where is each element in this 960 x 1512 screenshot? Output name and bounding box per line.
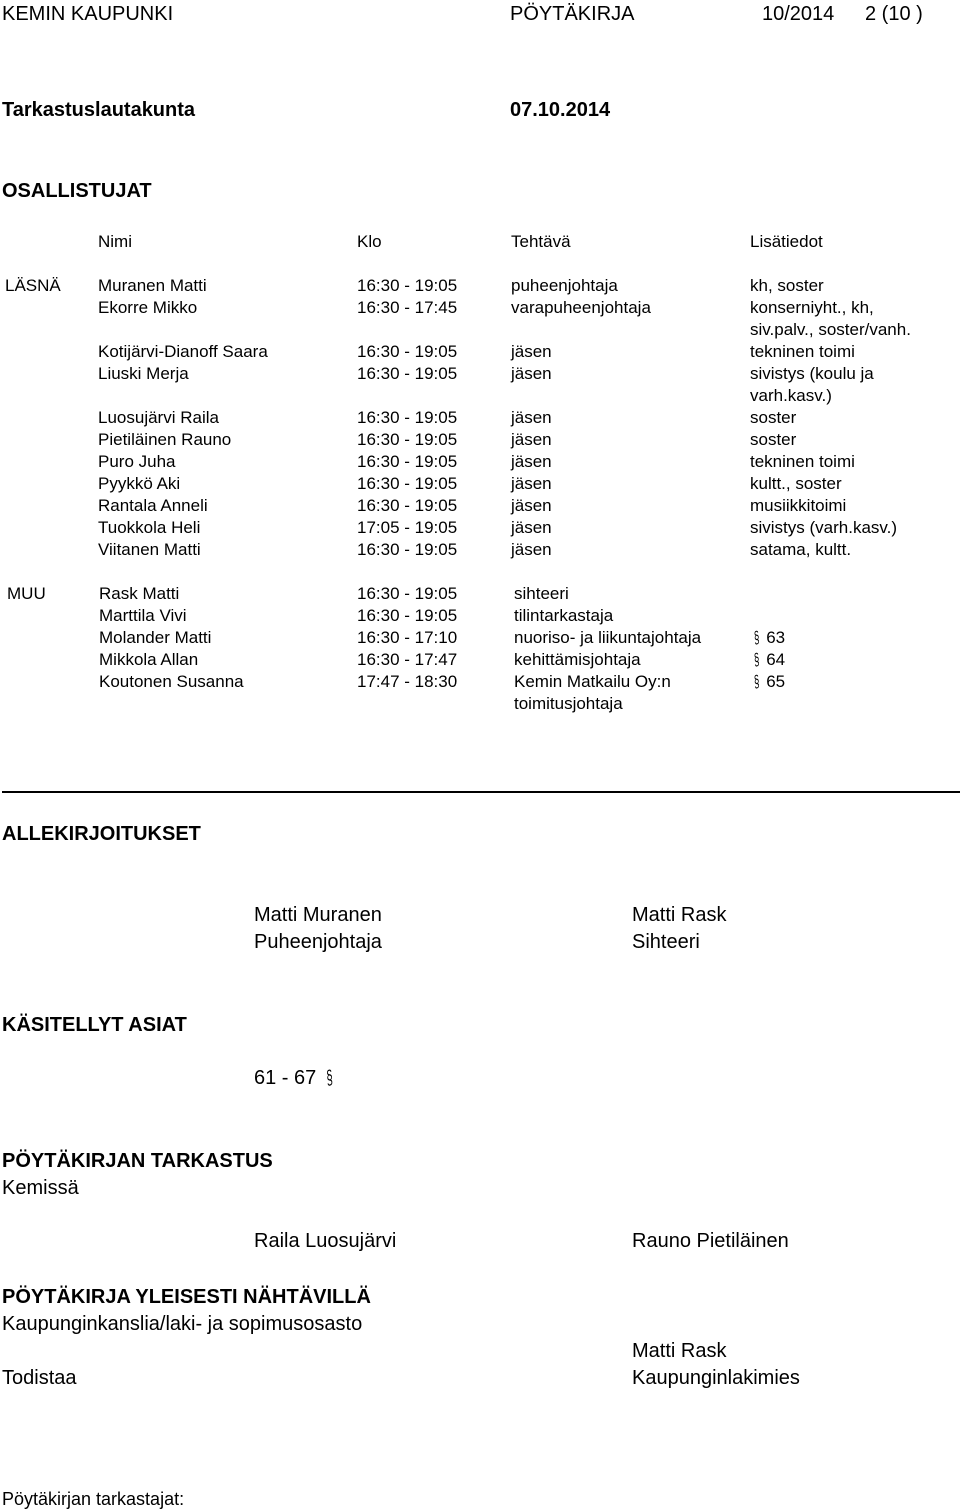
secretary-name: Matti Rask — [632, 904, 727, 926]
member-role: jäsen — [511, 540, 552, 559]
secretary-title: Sihteeri — [632, 931, 700, 953]
doc-type: PÖYTÄKIRJA — [510, 3, 635, 25]
member-time: 16:30 - 19:05 — [357, 408, 458, 427]
member-role: jäsen — [511, 452, 552, 471]
col-header-info: Lisätiedot — [750, 232, 823, 251]
public-location: Kaupunginkanslia/laki- ja sopimusosasto — [2, 1313, 363, 1335]
review-heading: PÖYTÄKIRJAN TARKASTUS — [2, 1150, 273, 1172]
member-name: Liuski Merja — [98, 364, 189, 383]
member-time: 16:30 - 19:05 — [357, 540, 458, 559]
section-divider — [2, 791, 960, 793]
page-number: 2 (10 ) — [865, 3, 923, 25]
items-heading: KÄSITELLYT ASIAT — [2, 1014, 187, 1036]
member-info: sivistys (varh.kasv.) — [750, 518, 898, 537]
member-info-continued: siv.palv., soster/vanh. — [750, 320, 911, 339]
attendee-name: Koutonen Susanna — [99, 672, 244, 691]
attendee-section — [750, 672, 785, 692]
attendee-time: 16:30 - 17:47 — [357, 650, 458, 669]
member-role: varapuheenjohtaja — [511, 298, 651, 317]
attendee-section — [750, 650, 785, 670]
doc-number: 10/2014 — [762, 3, 835, 25]
attendee-name: Marttila Vivi — [99, 606, 187, 625]
member-time: 16:30 - 17:45 — [357, 298, 458, 317]
member-role: jäsen — [511, 364, 552, 383]
member-info: soster — [750, 408, 797, 427]
section-number: 63 — [766, 628, 786, 647]
member-time: 16:30 - 19:05 — [357, 276, 458, 295]
member-time: 16:30 - 19:05 — [357, 496, 458, 515]
attendee-name: Molander Matti — [99, 628, 212, 647]
attendee-time: 16:30 - 17:10 — [357, 628, 458, 647]
member-name: Pyykkö Aki — [98, 474, 181, 493]
member-name: Puro Juha — [98, 452, 176, 471]
member-name: Tuokkola Heli — [98, 518, 201, 537]
attendee-time: 16:30 - 19:05 — [357, 584, 458, 603]
section-icon: § — [753, 649, 760, 670]
col-header-role: Tehtävä — [511, 232, 571, 251]
member-info: soster — [750, 430, 797, 449]
attendee-section — [750, 628, 785, 648]
member-role: jäsen — [511, 430, 552, 449]
certify-label: Todistaa — [2, 1367, 77, 1389]
member-time: 16:30 - 19:05 — [357, 364, 458, 383]
member-role: jäsen — [511, 518, 552, 537]
attendee-role: tilintarkastaja — [514, 606, 614, 625]
section-number: 64 — [766, 650, 786, 669]
col-header-time: Klo — [357, 232, 382, 251]
member-name: Viitanen Matti — [98, 540, 201, 559]
board-name: Tarkastuslautakunta — [2, 99, 196, 121]
member-name: Pietiläinen Rauno — [98, 430, 232, 449]
member-role: puheenjohtaja — [511, 276, 618, 295]
attendee-role: sihteeri — [514, 584, 569, 603]
certifier-title: Kaupunginlakimies — [632, 1367, 800, 1389]
member-role: jäsen — [511, 496, 552, 515]
member-name: Rantala Anneli — [98, 496, 208, 515]
org-name: KEMIN KAUPUNKI — [2, 3, 174, 25]
review-place: Kemissä — [2, 1177, 79, 1199]
public-heading: PÖYTÄKIRJA YLEISESTI NÄHTÄVILLÄ — [2, 1286, 371, 1308]
member-info: satama, kultt. — [750, 540, 852, 559]
reviewer-1: Raila Luosujärvi — [254, 1230, 397, 1252]
member-time: 16:30 - 19:05 — [357, 452, 458, 471]
present-label: LÄSNÄ — [5, 276, 61, 295]
section-number: 65 — [766, 672, 786, 691]
member-info: kh, soster — [750, 276, 824, 295]
member-time: 16:30 - 19:05 — [357, 474, 458, 493]
meeting-date: 07.10.2014 — [510, 99, 611, 121]
member-role: jäsen — [511, 342, 552, 361]
member-role: jäsen — [511, 408, 552, 427]
member-name: Kotijärvi-Dianoff Saara — [98, 342, 268, 361]
section-icon: § — [325, 1066, 334, 1090]
member-info: kultt., soster — [750, 474, 842, 493]
items-range-text: 61 - 67 — [254, 1067, 317, 1089]
member-info: konserniyht., kh, — [750, 298, 874, 317]
member-info: musiikkitoimi — [750, 496, 847, 515]
attendee-time: 17:47 - 18:30 — [357, 672, 458, 691]
chair-name: Matti Muranen — [254, 904, 382, 926]
member-role: jäsen — [511, 474, 552, 493]
attendee-role-continued: toimitusjohtaja — [514, 694, 623, 713]
attendee-role: Kemin Matkailu Oy:n — [514, 672, 671, 691]
reviewer-2: Rauno Pietiläinen — [632, 1230, 789, 1252]
member-time: 16:30 - 19:05 — [357, 342, 458, 361]
member-name: Muranen Matti — [98, 276, 207, 295]
chair-title: Puheenjohtaja — [254, 931, 382, 953]
col-header-name: Nimi — [98, 232, 132, 251]
reviewers-footer-label: Pöytäkirjan tarkastajat: — [2, 1489, 185, 1509]
section-icon: § — [753, 627, 760, 648]
attendee-name: Mikkola Allan — [99, 650, 199, 669]
member-info: sivistys (koulu ja — [750, 364, 874, 383]
attendee-role: kehittämisjohtaja — [514, 650, 641, 669]
section-icon: § — [753, 671, 760, 692]
attendee-time: 16:30 - 19:05 — [357, 606, 458, 625]
signatures-heading: ALLEKIRJOITUKSET — [2, 823, 201, 845]
attendee-name: Rask Matti — [99, 584, 180, 603]
member-time: 16:30 - 19:05 — [357, 430, 458, 449]
attendee-role: nuoriso- ja liikuntajohtaja — [514, 628, 702, 647]
other-label: MUU — [7, 584, 46, 603]
member-info: tekninen toimi — [750, 342, 855, 361]
member-time: 17:05 - 19:05 — [357, 518, 458, 537]
member-info: tekninen toimi — [750, 452, 855, 471]
participants-heading: OSALLISTUJAT — [2, 180, 152, 202]
certifier-name: Matti Rask — [632, 1340, 727, 1362]
member-name: Luosujärvi Raila — [98, 408, 219, 427]
member-name: Ekorre Mikko — [98, 298, 198, 317]
member-info-continued: varh.kasv.) — [750, 386, 832, 405]
items-range — [254, 1066, 335, 1090]
